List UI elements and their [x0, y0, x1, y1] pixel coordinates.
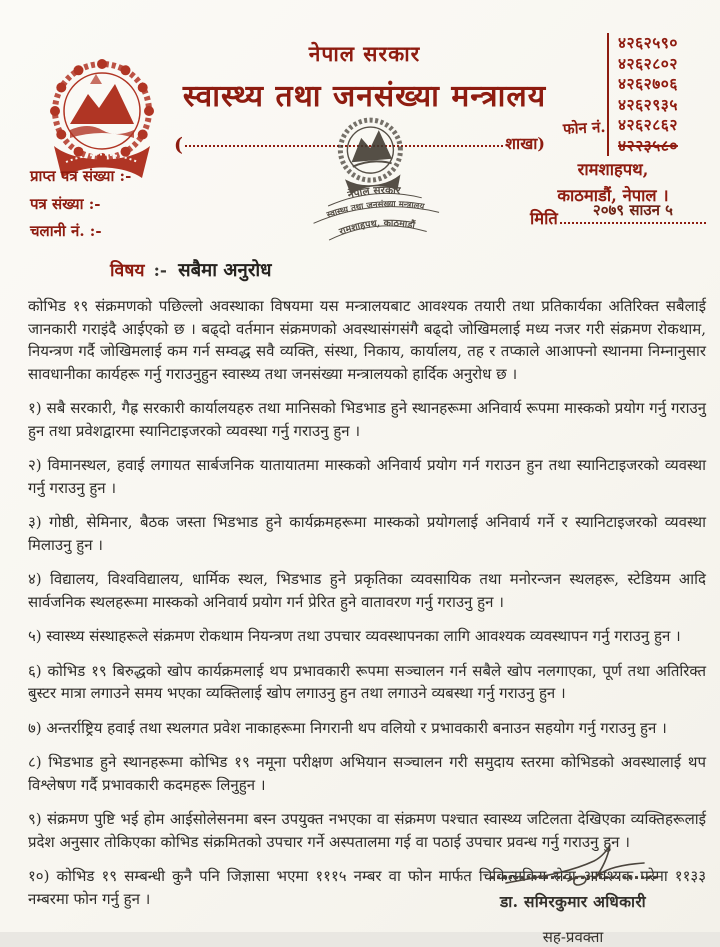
reference-numbers: [30, 163, 131, 246]
date-label: मिति: [530, 209, 558, 228]
phone-number: ४२६२९३५: [618, 94, 678, 114]
phone-number: ४२६२८०२: [618, 53, 678, 73]
request-item-1: १) सबै सरकारी, गैह्र सरकारी कार्यालयहरु तथा मानिसको भिडभाड हुने स्थानहरूमा अनिवार्य रूपमा मास्कको प्रयोग गर्नु गराउनु हुन तथा प्रवेशद्वारमा स्यानिटाइजरको व्यवस्था गर्नु गराउनु हुन ।: [28, 399, 706, 440]
signatory-title: सह-प्रवक्ता: [542, 928, 604, 946]
svg-text:स्वास्थ्य तथा जनसंख्या मन्त्रा: [324, 195, 427, 221]
svg-text:रामशाहपथ, काठमाडौं: [336, 215, 417, 239]
date-row: [530, 201, 706, 229]
received-letter-no-label: प्राप्त पत्र संख्या :-: [30, 167, 132, 185]
letter-body: [28, 257, 706, 922]
phone-number: ४२६२५९०: [618, 33, 678, 52]
address-line2: काठमाडौं, नेपाल ।: [557, 186, 669, 205]
signature-scribble: [498, 843, 648, 891]
request-item-7: ७) अन्तर्राष्ट्रिय हवाई तथा स्थलगत प्रवेश नाकाहरूमा निगरानी थप वलियो र प्रभावकारी बनाउन सहयोग गर्नु गराउनु हुन ।: [28, 718, 667, 737]
phone-number: ४२६२७०६: [618, 74, 678, 93]
request-item-3: ३) गोष्ठी, सेमिनार, बैठक जस्ता भिडभाड हुने कार्यक्रमहरूमा मास्कको प्रयोगलाई अनिवार्य गर्ने र स्यानिटाइजरको व्यवस्था मिलाउनु हुन ।: [28, 513, 706, 554]
subject-separator: :-: [153, 261, 167, 281]
date-value: २०७९ साउन ५: [592, 201, 673, 219]
ministry-stamp: [286, 110, 460, 250]
phone-number-struck: ४२२३५८०: [618, 135, 678, 155]
stamp-line3: रामशाहपथ, काठमाडौं: [337, 217, 416, 238]
request-item-10: १०) कोभिड १९ सम्बन्धी कुनै पनि जिज्ञासा भएमा १११५ नम्बर वा फोन मार्फत चिकित्सकिय सेवा आवश्यक परेमा ११३३ नम्बरमा फोन गर्नु हुन ।: [28, 867, 706, 908]
request-item-2: २) विमानस्थल, हवाई लगायत सार्बजनिक यातायातमा मास्कको अनिवार्य प्रयोग गर्न गराउन हुन तथा स्यानिटाइजरको व्यवस्था गर्नु गराउनु हुन ।: [28, 456, 706, 497]
subject-text: सबैमा अनुरोध: [178, 260, 272, 281]
signature-block: [448, 843, 698, 947]
intro-paragraph: कोभिड १९ संक्रमणको पछिल्लो अवस्थाका विषयमा यस मन्त्रालयबाट आवश्यक तयारी तथा प्रतिकार्यका अतिरिक्त सबैलाई जानकारी गराइंदै आईएको छ । बढ्दो वर्तमान संक्रमणको अवस्थासंगसंगै बढ्दो जोखिमलाई मध्य नजर गरी संक्रमण रोकथाम, नियन्त्रण गर्दै जोखिमलाई कम गर्न सम्वद्ध सवै व्यक्ति, संस्था, निकाय, कार्यालय, तह र तप्काले आआफ्नो स्थानमा निम्नानुसार सावधानीका कार्यहरू गर्नु गराउनुहुन स्वास्थ्य तथा जनसंख्या मन्त्रालयको हार्दिक अनुरोध छ ।: [28, 297, 706, 383]
request-item-8: ८) भिडभाड हुने स्थानहरूमा कोभिड १९ नमूना परीक्षण अभियान सञ्चालन गरी समुदाय स्तरमा कोभिडको अवस्थालाई थप विश्लेषण गर्दै प्रभावकारी कदमहरू लिनुहुन ।: [28, 753, 706, 794]
branch-open-paren: (: [174, 134, 183, 156]
request-item-5: ५) स्वास्थ्य संस्थाहरूले संक्रमण रोकथाम नियन्त्रण तथा उपचार व्यवस्थापनका लागि आवश्यक व्यवस्थापन गर्नु गराउनु हुन ।: [28, 627, 681, 645]
phone-label: फोन नं.: [563, 117, 607, 139]
subject-row: [110, 257, 706, 282]
subject-label: विषय: [110, 261, 145, 281]
phone-number: ४२६२८६२: [618, 115, 678, 134]
letter-no-label: पत्र संख्या :-: [30, 194, 101, 213]
stamp-line1: नेपाल सरकार: [346, 184, 401, 202]
branch-label: शाखा): [505, 134, 545, 153]
phone-number-list: [607, 33, 710, 156]
dispatch-no-label: चलानी नं. :-: [30, 222, 102, 240]
request-item-4: ४) विद्यालय, विश्वविद्यालय, धार्मिक स्थल, भिडभाड हुने प्रकृतिका व्यवसायिक तथा मनोरन्जन स्थलहरू, स्टेडियम आदि सार्वजनिक स्थलहरूमा मास्कको अनिवार्य प्रयोग गर्न प्रेरित हुने वातावरण गर्नु गराउनु हुन ।: [28, 570, 706, 611]
date-dotted-leader: [560, 201, 706, 224]
ministry-title: स्वास्थ्य तथा जनसंख्या मन्त्रालय: [182, 79, 547, 114]
request-item-6: ६) कोभिड १९ बिरुद्धको खोप कार्यक्रमलाई थप प्रभावकारी रूपमा सञ्चालन गर्न सबैले खोप नलगाएका, पूर्ण तथा अतिरिक्त बुस्टर मात्रा लगाउने समय भएका व्यक्तिलाई खोप लगाउनु हुन तथा लगाउने व्यबस्था गर्नु गराउनु हुन ।: [28, 661, 706, 702]
stamp-line2: स्वास्थ्य तथा जनसंख्या मन्त्रालय: [325, 199, 425, 221]
government-title: नेपाल सरकार: [308, 41, 421, 66]
signatory-name: डा. समिरकुमार अधिकारी: [500, 892, 646, 911]
request-item-9: ९) संक्रमण पुष्टि भई होम आईसोलेसनमा बस्न उपयुक्त नभएका वा संक्रमण पश्चात स्वास्थ्य जटिलता देखिएका व्यक्तिहरूलाई प्रदेश अनुसार तोकिएका कोभिड संक्रमितको उपचार गर्ने अस्पतालमा गई वा पठाई उपचार प्रवन्ध गर्नु गराउनु हुन ।: [28, 810, 706, 851]
address-line1: रामशाहपथ,: [577, 160, 649, 179]
